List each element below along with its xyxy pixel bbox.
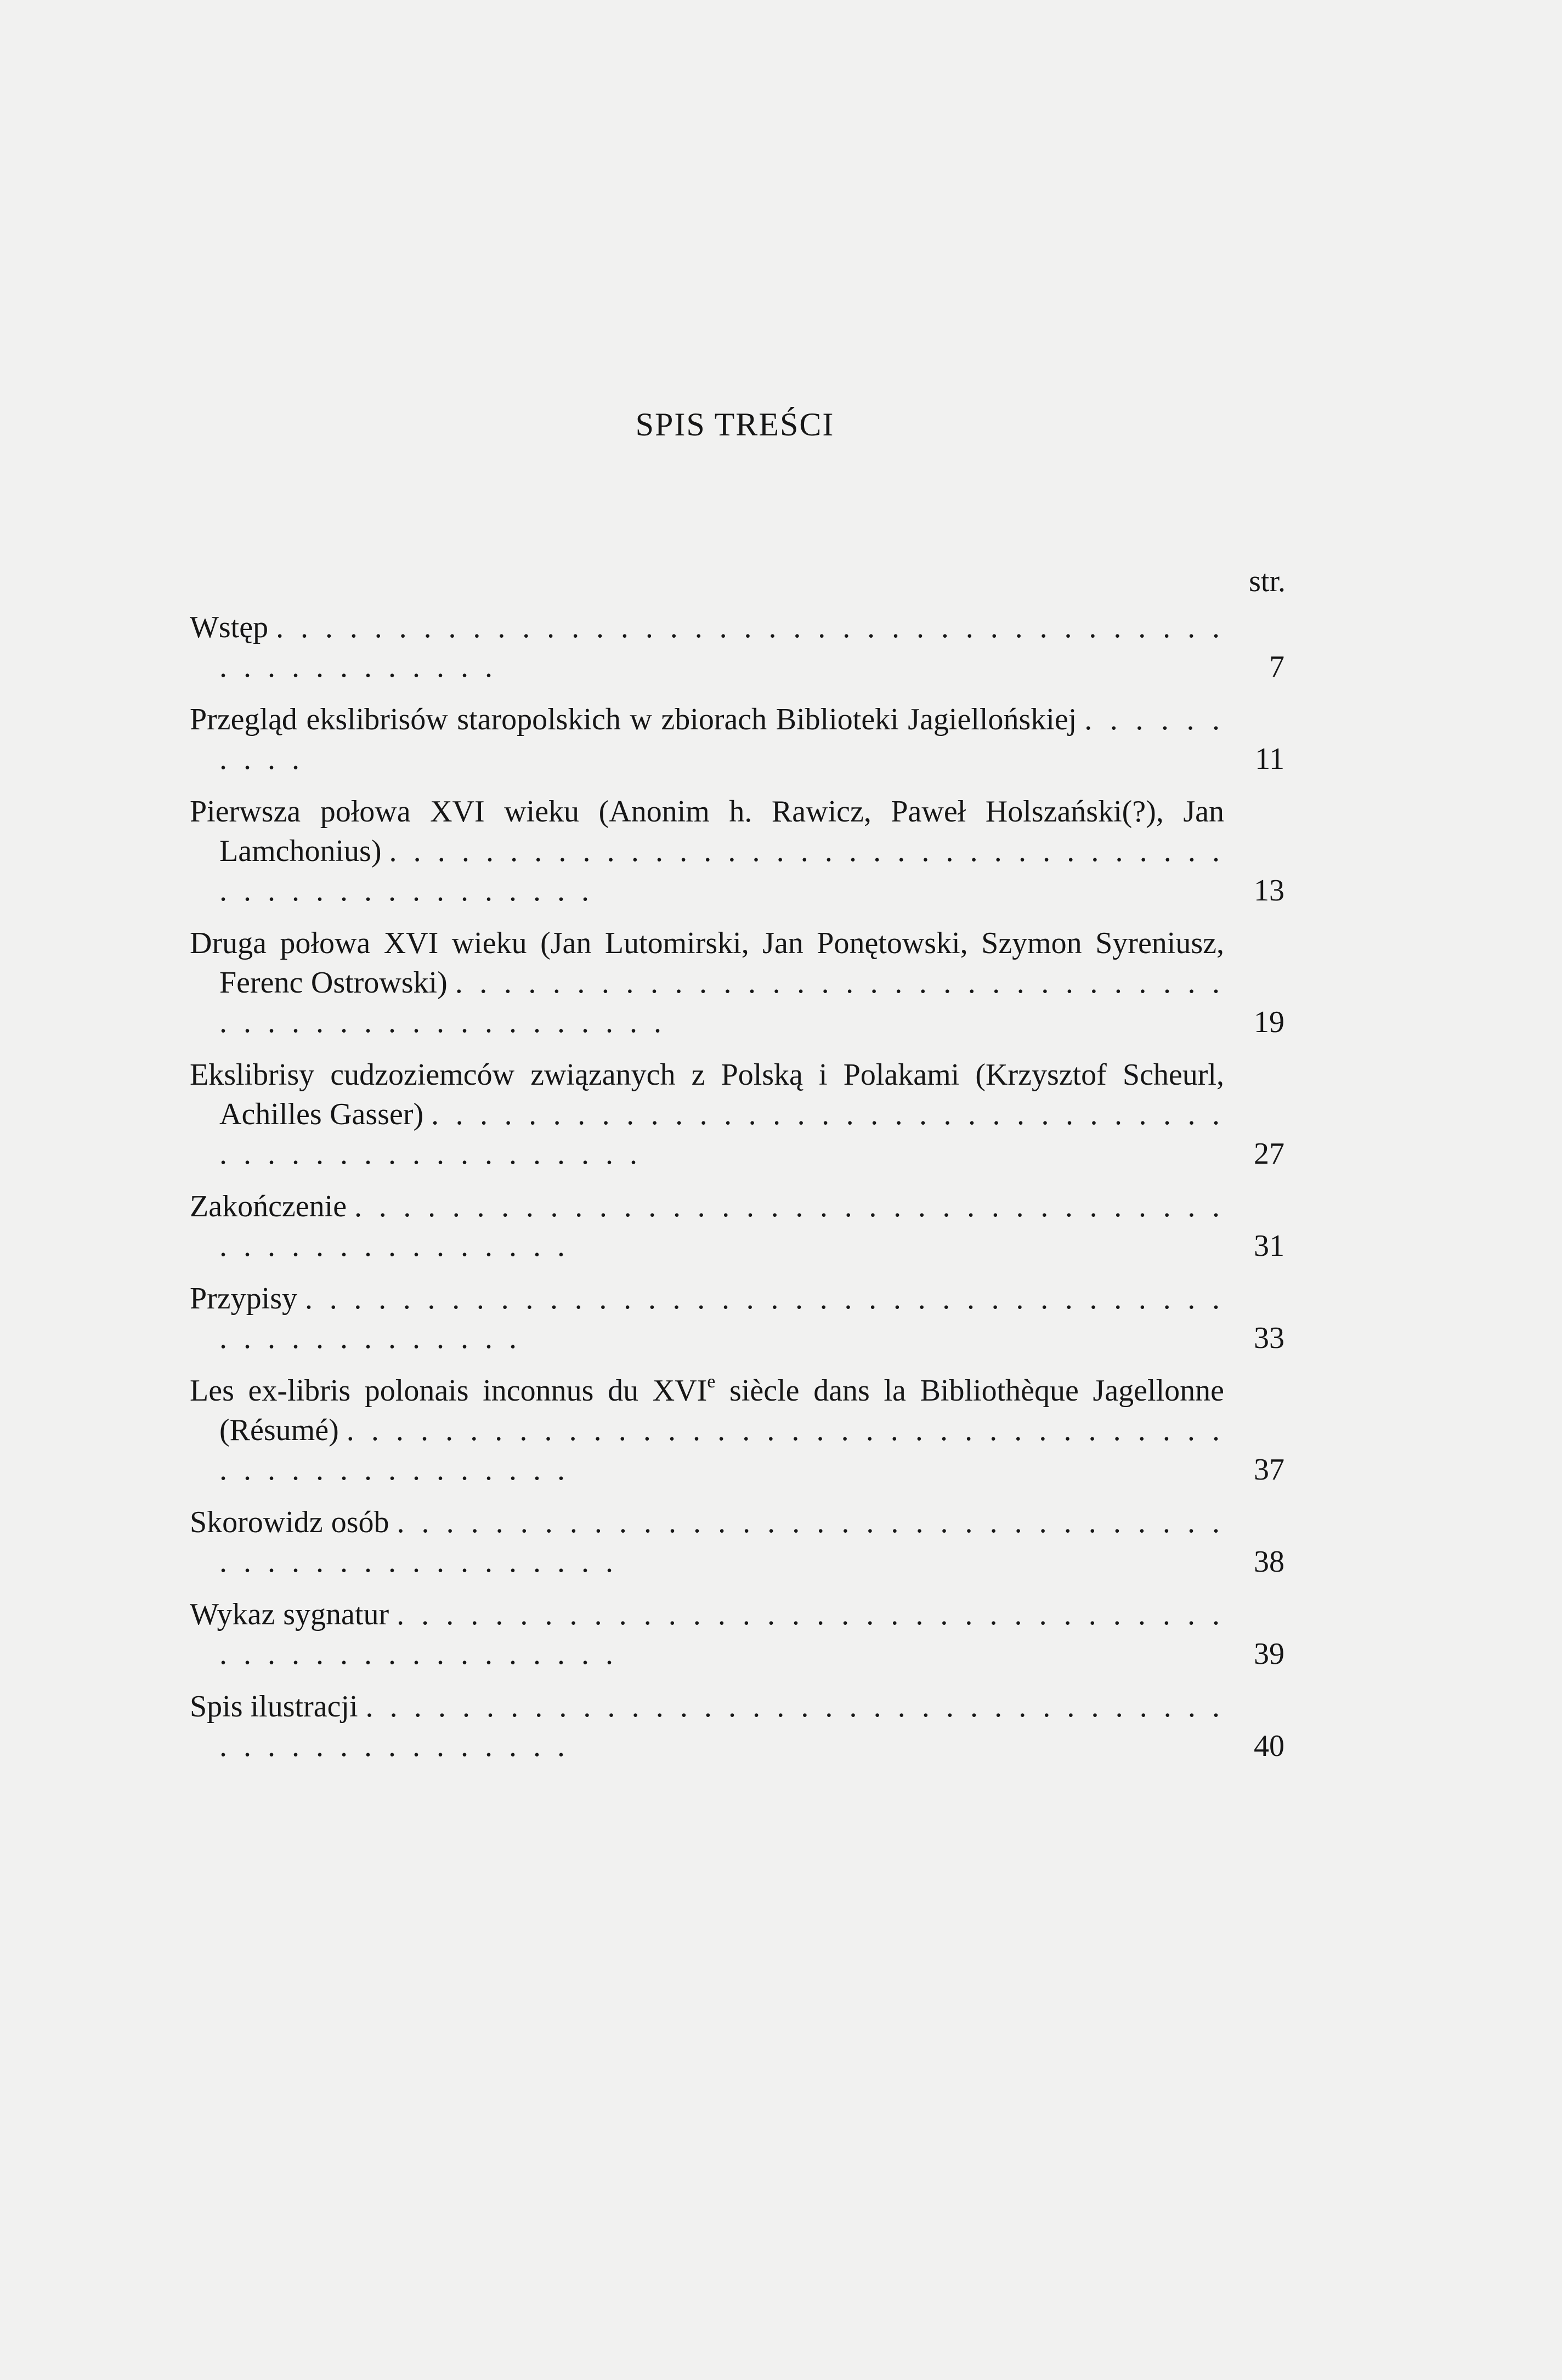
toc-entry-druga-polowa[interactable]: Druga połowa XVI wieku (Jan Lutomirski, Jan Ponętowski, Szymon Syreniusz, Ferenc Ostrowski) . . . . . . . . . . . . . . . . . . . . . . . . . . . . . . . . . . . . . . . . . . . . . . . . . . . 19 <box>190 923 1284 1042</box>
toc-entry-title: Skorowidz osób <box>190 1505 397 1539</box>
toc-entry-page: 38 <box>1254 1545 1284 1579</box>
toc-entry-title: Ekslibrisy cudzoziemców związanych z Polską i Polakami (Krzysztof Scheurl, Achilles Gasser) <box>190 1058 1224 1131</box>
toc-entry-title: Pierwsza połowa XVI wieku (Anonim h. Rawicz, Paweł Holszański(?), Jan Lamchonius) <box>190 795 1224 868</box>
toc-entry-title: Przegląd ekslibrisów staropolskich w zbiorach Biblioteki Jagiellońskiej <box>190 702 1084 736</box>
toc-entry-page: 39 <box>1254 1637 1284 1671</box>
toc-entry-przeglad[interactable]: Przegląd ekslibrisów staropolskich w zbiorach Biblioteki Jagiellońskiej . . . . . . . . . . 11 <box>190 700 1284 779</box>
toc-entry-wykaz-sygnatur[interactable]: Wykaz sygnatur . . . . . . . . . . . . . . . . . . . . . . . . . . . . . . . . . . . . . . . . . . . . . . . . . . . 39 <box>190 1595 1284 1674</box>
toc-entry-spis-ilustracji[interactable]: Spis ilustracji . . . . . . . . . . . . . . . . . . . . . . . . . . . . . . . . . . . . . . . . . . . . . . . . . . . 40 <box>190 1687 1284 1766</box>
toc-entry-title: Przypisy <box>190 1282 305 1316</box>
toc-entry-pierwsza-polowa[interactable]: Pierwsza połowa XVI wieku (Anonim h. Rawicz, Paweł Holszański(?), Jan Lamchonius) . . . . . . . . . . . . . . . . . . . . . . . . . . . . . . . . . . . . . . . . . . . . . . . . . . . 13 <box>190 792 1284 910</box>
page-column-label: str. <box>1249 564 1286 598</box>
toc-entry-title: Les ex-libris polonais inconnus du XVIe siècle dans la Bibliothèque Jagellonne (Résumé) <box>190 1372 1224 1447</box>
toc-entry-page: 7 <box>1269 650 1284 684</box>
toc-entry-page: 37 <box>1254 1453 1284 1487</box>
toc-entry-page: 31 <box>1254 1229 1284 1263</box>
toc-entry-title: Druga połowa XVI wieku (Jan Lutomirski, Jan Ponętowski, Szymon Syreniusz, Ferenc Ostrowski) <box>190 926 1224 1000</box>
toc-entry-page: 40 <box>1254 1729 1284 1763</box>
toc-entry-page: 13 <box>1254 874 1284 908</box>
toc-entry-page: 27 <box>1254 1137 1284 1171</box>
toc-entry-resume[interactable]: Les ex-libris polonais inconnus du XVIe siècle dans la Bibliothèque Jagellonne (Résumé) . . . . . . . . . . . . . . . . . . . . . . . . . . . . . . . . . . . . . . . . . . . . . . . . . . . 37 <box>190 1371 1284 1489</box>
toc-entry-wstep[interactable]: Wstęp . . . . . . . . . . . . . . . . . . . . . . . . . . . . . . . . . . . . . . . . . . . . . . . . . . . 7 <box>190 608 1284 687</box>
toc-entry-title: Spis ilustracji <box>190 1690 366 1724</box>
toc-entry-title: Zakończenie <box>190 1189 354 1223</box>
toc-entry-page: 33 <box>1254 1321 1284 1355</box>
toc-entry-page: 19 <box>1254 1005 1284 1039</box>
toc-entry-page: 11 <box>1255 742 1284 776</box>
page-title: SPIS TREŚCI <box>635 406 835 443</box>
toc-entry-title: Wykaz sygnatur <box>190 1597 397 1631</box>
toc-entry-skorowidz-osob[interactable]: Skorowidz osób . . . . . . . . . . . . . . . . . . . . . . . . . . . . . . . . . . . . . . . . . . . . . . . . . . . 38 <box>190 1503 1284 1582</box>
table-of-contents <box>190 608 1284 1779</box>
toc-entry-przypisy[interactable]: Przypisy . . . . . . . . . . . . . . . . . . . . . . . . . . . . . . . . . . . . . . . . . . . . . . . . . . . 33 <box>190 1279 1284 1358</box>
toc-entry-ekslibrisy-cudzoziemcow[interactable]: Ekslibrisy cudzoziemców związanych z Polską i Polakami (Krzysztof Scheurl, Achilles Gasser) . . . . . . . . . . . . . . . . . . . . . . . . . . . . . . . . . . . . . . . . . . . . . . . . . . . 27 <box>190 1055 1284 1174</box>
toc-entry-zakonczenie[interactable]: Zakończenie . . . . . . . . . . . . . . . . . . . . . . . . . . . . . . . . . . . . . . . . . . . . . . . . . . . 31 <box>190 1187 1284 1266</box>
toc-entry-title: Wstęp <box>190 610 276 644</box>
